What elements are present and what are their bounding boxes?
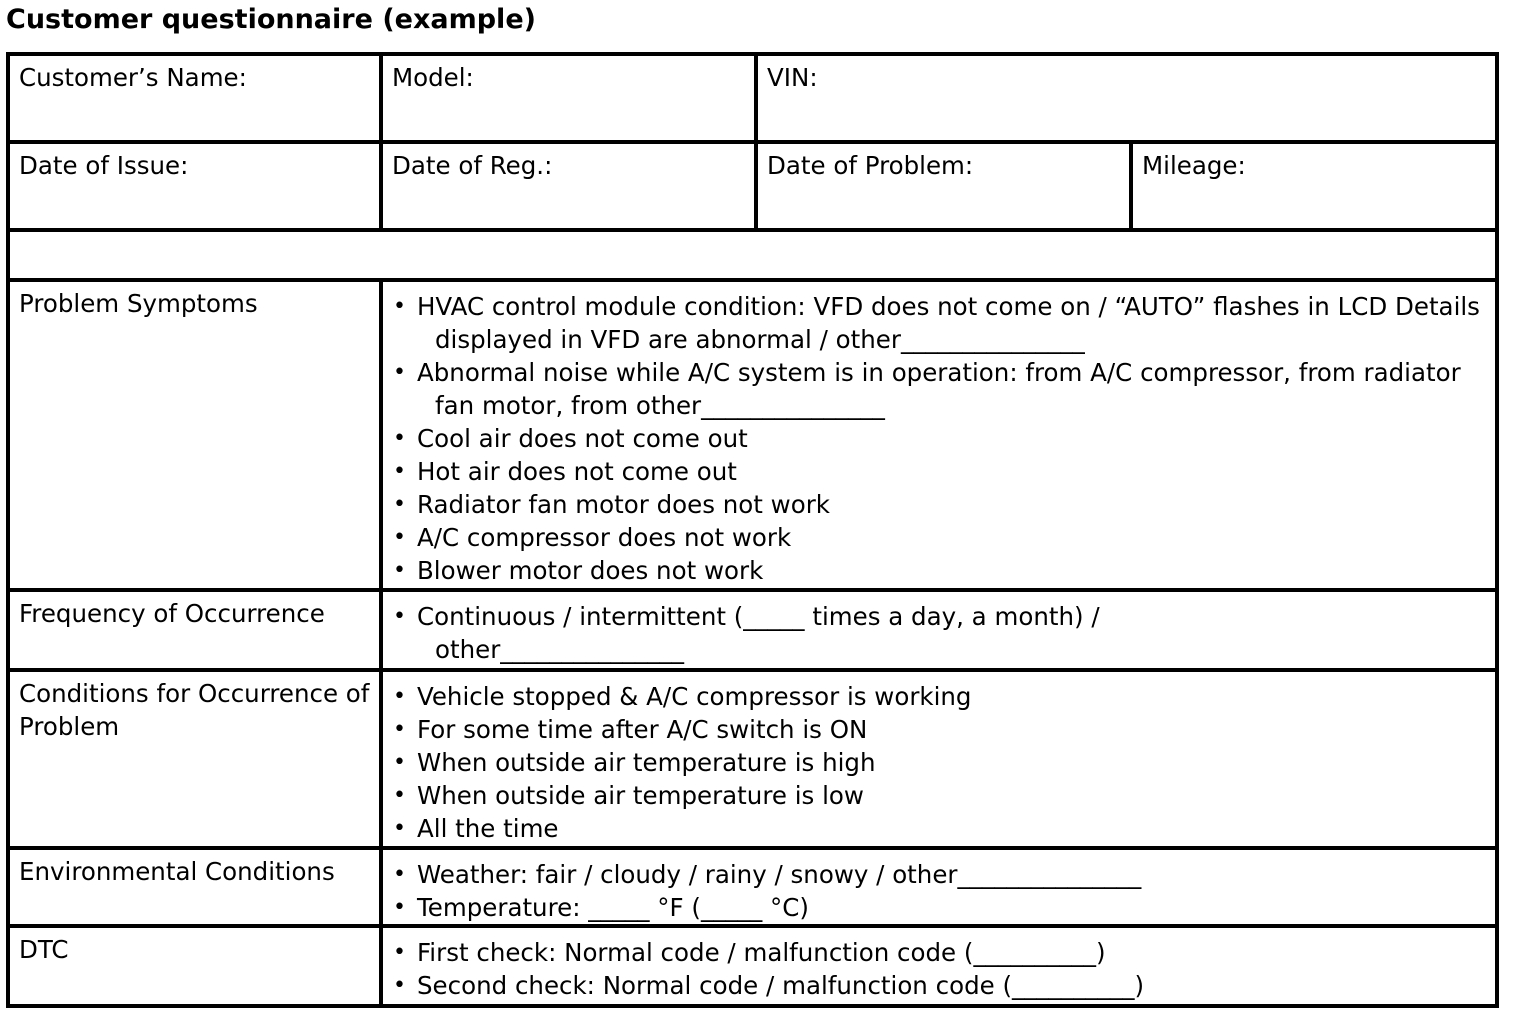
dtc-label: DTC	[8, 926, 381, 1006]
frequency-options	[381, 590, 1497, 670]
frequency-row	[8, 590, 1497, 670]
customer-name-label: Customer’s Name:	[19, 63, 247, 92]
vin-field[interactable]	[756, 54, 1497, 142]
frequency-label: Frequency of Occurrence	[8, 590, 381, 670]
symptom-option[interactable]: • Abnormal noise while A/C system is in operation: from A/C compressor, from radiator fan motor, from other_______________	[391, 356, 1487, 422]
problem-symptoms-list	[391, 290, 1487, 587]
condition-option[interactable]: • All the time	[391, 812, 1487, 845]
date-of-issue-label: Date of Issue:	[19, 151, 189, 180]
separator-row	[8, 230, 1497, 280]
mileage-field[interactable]	[1131, 142, 1497, 230]
conditions-list	[391, 680, 1487, 845]
condition-option[interactable]: • When outside air temperature is high	[391, 746, 1487, 779]
condition-option[interactable]: • Vehicle stopped & A/C compressor is working	[391, 680, 1487, 713]
frequency-option[interactable]: • Continuous / intermittent (_____ times a day, a month) / other_______________	[391, 600, 1487, 666]
dtc-list	[391, 936, 1487, 1002]
header-row-vehicle	[8, 54, 1497, 142]
environment-option[interactable]: • Weather: fair / cloudy / rainy / snowy / other_______________	[391, 858, 1487, 891]
date-of-reg-field[interactable]	[381, 142, 756, 230]
environment-option[interactable]: • Temperature: _____ °F (_____ °C)	[391, 891, 1487, 924]
date-of-problem-field[interactable]	[756, 142, 1131, 230]
conditions-options	[381, 670, 1497, 848]
problem-symptoms-row	[8, 280, 1497, 590]
symptom-option[interactable]: • Radiator fan motor does not work	[391, 488, 1487, 521]
date-of-issue-field[interactable]	[8, 142, 381, 230]
customer-name-field[interactable]	[8, 54, 381, 142]
date-of-reg-label: Date of Reg.:	[392, 151, 553, 180]
questionnaire-table	[6, 52, 1499, 1008]
symptom-option[interactable]: • HVAC control module condition: VFD does not come on / “AUTO” flashes in LCD Details displayed in VFD are abnormal / other_______________	[391, 290, 1487, 356]
dtc-option[interactable]: • First check: Normal code / malfunction code (__________)	[391, 936, 1487, 969]
blank-separator-cell	[8, 230, 1497, 280]
model-label: Model:	[392, 63, 474, 92]
environment-row	[8, 848, 1497, 926]
dtc-option[interactable]: • Second check: Normal code / malfunction code (__________)	[391, 969, 1487, 1002]
symptom-option[interactable]: • Cool air does not come out	[391, 422, 1487, 455]
vin-label: VIN:	[767, 63, 818, 92]
conditions-row	[8, 670, 1497, 848]
frequency-list	[391, 600, 1487, 666]
symptom-option[interactable]: • Hot air does not come out	[391, 455, 1487, 488]
dtc-options	[381, 926, 1497, 1006]
problem-symptoms-options	[381, 280, 1497, 590]
environment-label: Environmental Conditions	[8, 848, 381, 926]
condition-option[interactable]: • When outside air temperature is low	[391, 779, 1487, 812]
header-row-dates	[8, 142, 1497, 230]
environment-list	[391, 858, 1487, 924]
dtc-row	[8, 926, 1497, 1006]
symptom-option[interactable]: • Blower motor does not work	[391, 554, 1487, 587]
environment-options	[381, 848, 1497, 926]
symptom-option[interactable]: • A/C compressor does not work	[391, 521, 1487, 554]
date-of-problem-label: Date of Problem:	[767, 151, 974, 180]
mileage-label: Mileage:	[1142, 151, 1246, 180]
problem-symptoms-label: Problem Symptoms	[8, 280, 381, 590]
conditions-label: Conditions for Occurrence of Problem	[8, 670, 381, 848]
condition-option[interactable]: • For some time after A/C switch is ON	[391, 713, 1487, 746]
page-title: Customer questionnaire (example)	[6, 4, 536, 35]
model-field[interactable]	[381, 54, 756, 142]
